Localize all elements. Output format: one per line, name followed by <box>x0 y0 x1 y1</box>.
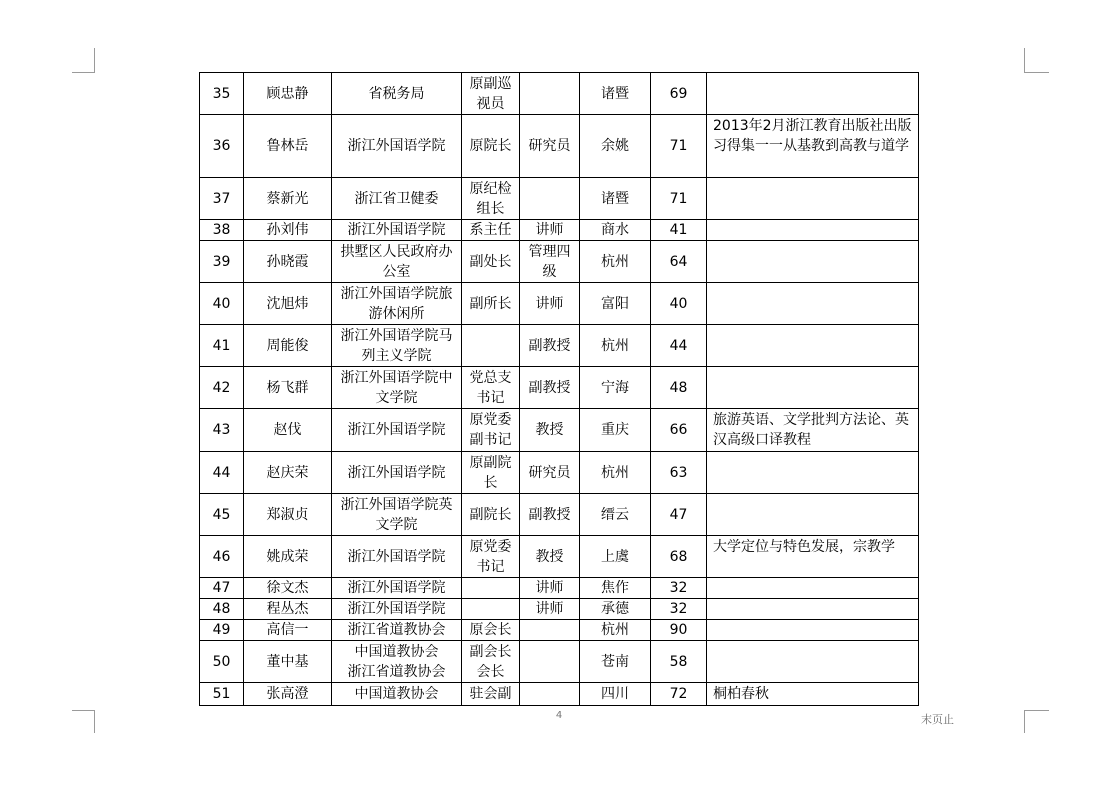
cell-unit: 中国道教协会 <box>332 683 462 706</box>
cell-position: 驻会副 <box>462 683 520 706</box>
cell-no: 46 <box>200 536 244 578</box>
cell-name: 杨飞群 <box>244 367 332 409</box>
cell-age: 41 <box>651 220 707 241</box>
cell-age: 48 <box>651 367 707 409</box>
member-table <box>199 72 919 706</box>
cell-age: 68 <box>651 536 707 578</box>
crop-mark-top-right <box>1024 48 1049 73</box>
cell-no: 47 <box>200 578 244 599</box>
cell-name: 周能俊 <box>244 325 332 367</box>
table-row <box>200 683 919 706</box>
cell-age: 72 <box>651 683 707 706</box>
cell-no: 40 <box>200 283 244 325</box>
table-row <box>200 220 919 241</box>
cell-position: 原党委书记 <box>462 536 520 578</box>
cell-no: 39 <box>200 241 244 283</box>
cell-name: 高信一 <box>244 620 332 641</box>
cell-age: 32 <box>651 578 707 599</box>
cell-place: 余姚 <box>580 115 651 178</box>
cell-note <box>707 325 919 367</box>
cell-note <box>707 599 919 620</box>
cell-position: 原纪检组长 <box>462 178 520 220</box>
cell-unit: 浙江外国语学院 <box>332 536 462 578</box>
cell-title <box>520 620 580 641</box>
cell-position <box>462 599 520 620</box>
cell-place: 杭州 <box>580 241 651 283</box>
cell-place: 杭州 <box>580 325 651 367</box>
cell-name: 孙晓霞 <box>244 241 332 283</box>
cell-position <box>462 325 520 367</box>
cell-title: 管理四级 <box>520 241 580 283</box>
table-row <box>200 641 919 683</box>
cell-position <box>462 578 520 599</box>
table-row <box>200 283 919 325</box>
cell-name: 沈旭炜 <box>244 283 332 325</box>
cell-no: 38 <box>200 220 244 241</box>
cell-note: 2013年2月浙江教育出版社出版习得集一一从基教到高教与道学 <box>707 115 919 178</box>
cell-title <box>520 178 580 220</box>
cell-no: 41 <box>200 325 244 367</box>
cell-place: 诸暨 <box>580 178 651 220</box>
cell-note <box>707 620 919 641</box>
cell-title: 讲师 <box>520 599 580 620</box>
cell-place: 宁海 <box>580 367 651 409</box>
cell-note <box>707 578 919 599</box>
cell-position: 原副院长 <box>462 452 520 494</box>
cell-age: 64 <box>651 241 707 283</box>
cell-note <box>707 494 919 536</box>
cell-title: 讲师 <box>520 220 580 241</box>
cell-unit: 浙江外国语学院旅游休闲所 <box>332 283 462 325</box>
table-row <box>200 578 919 599</box>
cell-age: 63 <box>651 452 707 494</box>
table-row <box>200 241 919 283</box>
cell-no: 50 <box>200 641 244 683</box>
cell-name: 张高澄 <box>244 683 332 706</box>
cell-no: 49 <box>200 620 244 641</box>
cell-place: 杭州 <box>580 620 651 641</box>
table-row <box>200 452 919 494</box>
cell-age: 71 <box>651 115 707 178</box>
cell-title: 教授 <box>520 409 580 452</box>
cell-title: 研究员 <box>520 452 580 494</box>
cell-place: 富阳 <box>580 283 651 325</box>
table-row <box>200 178 919 220</box>
cell-position: 副处长 <box>462 241 520 283</box>
cell-unit: 省税务局 <box>332 73 462 115</box>
table-row <box>200 599 919 620</box>
crop-mark-bottom-left <box>72 710 95 733</box>
cell-note <box>707 241 919 283</box>
cell-position: 副会长 会长 <box>462 641 520 683</box>
cell-name: 顾忠静 <box>244 73 332 115</box>
cell-no: 45 <box>200 494 244 536</box>
cell-title: 讲师 <box>520 578 580 599</box>
cell-no: 43 <box>200 409 244 452</box>
cell-no: 35 <box>200 73 244 115</box>
cell-unit: 拱墅区人民政府办公室 <box>332 241 462 283</box>
cell-position: 原会长 <box>462 620 520 641</box>
cell-place: 商水 <box>580 220 651 241</box>
cell-title <box>520 73 580 115</box>
cell-note: 旅游英语、文学批判方法论、英汉高级口译教程 <box>707 409 919 452</box>
cell-note: 桐柏春秋 <box>707 683 919 706</box>
table-row <box>200 494 919 536</box>
table-row <box>200 73 919 115</box>
cell-place: 苍南 <box>580 641 651 683</box>
cell-name: 赵伐 <box>244 409 332 452</box>
cell-age: 71 <box>651 178 707 220</box>
cell-title: 教授 <box>520 536 580 578</box>
table-row <box>200 367 919 409</box>
cell-place: 重庆 <box>580 409 651 452</box>
cell-age: 66 <box>651 409 707 452</box>
cell-place: 焦作 <box>580 578 651 599</box>
cell-age: 47 <box>651 494 707 536</box>
cell-title: 副教授 <box>520 494 580 536</box>
cell-unit: 浙江省道教协会 <box>332 620 462 641</box>
cell-place: 上虞 <box>580 536 651 578</box>
cell-place: 四川 <box>580 683 651 706</box>
cell-note: 大学定位与特色发展，宗教学 <box>707 536 919 578</box>
cell-name: 董中基 <box>244 641 332 683</box>
cell-place: 杭州 <box>580 452 651 494</box>
cell-title: 副教授 <box>520 325 580 367</box>
cell-age: 32 <box>651 599 707 620</box>
cell-position: 原党委副书记 <box>462 409 520 452</box>
cell-position: 副院长 <box>462 494 520 536</box>
cell-unit: 浙江外国语学院马列主义学院 <box>332 325 462 367</box>
cell-note <box>707 367 919 409</box>
cell-no: 42 <box>200 367 244 409</box>
cell-name: 孙刘伟 <box>244 220 332 241</box>
crop-mark-bottom-right <box>1024 710 1049 733</box>
cell-note <box>707 452 919 494</box>
table-body <box>200 73 919 706</box>
cell-title: 研究员 <box>520 115 580 178</box>
cell-unit: 浙江外国语学院中文学院 <box>332 367 462 409</box>
cell-place: 缙云 <box>580 494 651 536</box>
cell-position: 党总支书记 <box>462 367 520 409</box>
cell-unit: 浙江外国语学院 <box>332 578 462 599</box>
cell-unit: 浙江外国语学院 <box>332 599 462 620</box>
cell-place: 诸暨 <box>580 73 651 115</box>
cell-title: 副教授 <box>520 367 580 409</box>
cell-name: 郑淑贞 <box>244 494 332 536</box>
cell-unit: 浙江外国语学院 <box>332 409 462 452</box>
cell-note <box>707 641 919 683</box>
cell-title <box>520 641 580 683</box>
cell-name: 蔡新光 <box>244 178 332 220</box>
cell-unit: 浙江外国语学院 <box>332 115 462 178</box>
cell-name: 鲁林岳 <box>244 115 332 178</box>
table-row <box>200 115 919 178</box>
cell-no: 36 <box>200 115 244 178</box>
crop-mark-top-left <box>72 48 95 73</box>
cell-name: 赵庆荣 <box>244 452 332 494</box>
cell-no: 37 <box>200 178 244 220</box>
cell-place: 承德 <box>580 599 651 620</box>
cell-age: 40 <box>651 283 707 325</box>
cell-unit: 浙江省卫健委 <box>332 178 462 220</box>
table-row <box>200 325 919 367</box>
cell-no: 44 <box>200 452 244 494</box>
table-row <box>200 409 919 452</box>
cell-position: 副所长 <box>462 283 520 325</box>
end-of-page-mark: 末页止 <box>921 713 954 726</box>
cell-note <box>707 220 919 241</box>
cell-age: 90 <box>651 620 707 641</box>
cell-no: 51 <box>200 683 244 706</box>
cell-age: 58 <box>651 641 707 683</box>
cell-age: 69 <box>651 73 707 115</box>
cell-position: 原副巡视员 <box>462 73 520 115</box>
cell-unit: 中国道教协会 浙江省道教协会 <box>332 641 462 683</box>
cell-unit: 浙江外国语学院 <box>332 220 462 241</box>
cell-no: 48 <box>200 599 244 620</box>
cell-unit: 浙江外国语学院英文学院 <box>332 494 462 536</box>
table-row <box>200 536 919 578</box>
cell-title <box>520 683 580 706</box>
cell-note <box>707 73 919 115</box>
cell-note <box>707 283 919 325</box>
cell-note <box>707 178 919 220</box>
cell-unit: 浙江外国语学院 <box>332 452 462 494</box>
cell-title: 讲师 <box>520 283 580 325</box>
cell-name: 徐文杰 <box>244 578 332 599</box>
cell-position: 原院长 <box>462 115 520 178</box>
page-number: 4 <box>555 710 563 721</box>
cell-name: 程丛杰 <box>244 599 332 620</box>
table-row <box>200 620 919 641</box>
cell-name: 姚成荣 <box>244 536 332 578</box>
cell-position: 系主任 <box>462 220 520 241</box>
cell-age: 44 <box>651 325 707 367</box>
